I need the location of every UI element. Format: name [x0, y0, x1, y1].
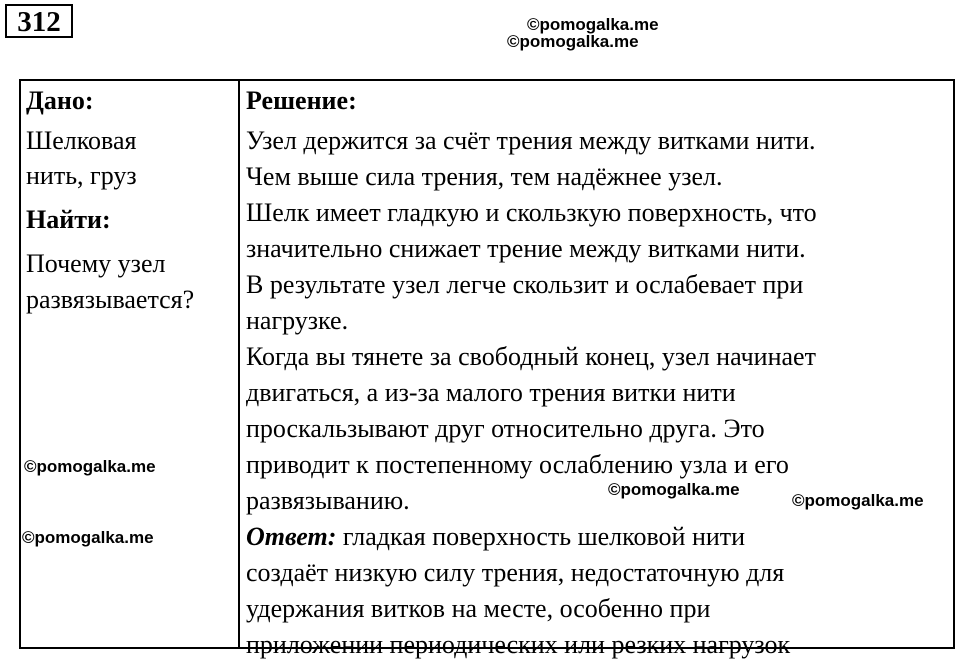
watermark: ©pomogalka.me [527, 15, 659, 34]
watermark: ©pomogalka.me [608, 480, 740, 499]
given-line: нить, груз [26, 161, 137, 190]
solution-header: Решение: [246, 86, 357, 115]
solution-line: проскальзывают друг относительно друга. Это [246, 414, 765, 443]
given-line: Шелковая [26, 126, 137, 155]
answer-text: гладкая поверхность шелковой нити [336, 522, 746, 551]
given-header: Дано: [26, 86, 94, 115]
solution-text [246, 123, 951, 663]
column-divider [238, 81, 240, 647]
find-line: развязывается? [26, 285, 195, 314]
problem-table [19, 79, 955, 659]
solution-line: Когда вы тянете за свободный конец, узел начинает [246, 342, 816, 371]
find-line: Почему узел [26, 249, 166, 278]
watermark: ©pomogalka.me [22, 528, 154, 547]
solution-line: Чем выше сила трения, тем надёжнее узел. [246, 162, 723, 191]
answer-line: создаёт низкую силу трения, недостаточную для [246, 558, 785, 587]
solution-line: Шелк имеет гладкую и скользкую поверхность, что [246, 198, 817, 227]
answer-line [246, 519, 951, 555]
answer-line: удержания витков на месте, особенно при [246, 594, 711, 623]
answer-line: приложении периодических или резких нагрузок [246, 630, 791, 659]
solution-line: двигаться, а из-за малого трения витки нити [246, 378, 736, 407]
watermark: ©pomogalka.me [24, 457, 156, 476]
watermark: ©pomogalka.me [792, 491, 924, 510]
solution-line: значительно снижает трение между витками нити. [246, 234, 806, 263]
answer-label: Ответ: [246, 522, 337, 551]
task-number: 312 [5, 4, 73, 38]
solution-line: развязыванию. [246, 486, 410, 515]
solution-line: Узел держится за счёт трения между витками нити. [246, 126, 816, 155]
solution-line: приводит к постепенному ослаблению узла и его [246, 450, 789, 479]
solution-line: нагрузке. [246, 306, 349, 335]
solution-line: В результате узел легче скользит и ослабевает при [246, 270, 804, 299]
find-header: Найти: [26, 205, 111, 234]
watermark: ©pomogalka.me [507, 32, 639, 51]
